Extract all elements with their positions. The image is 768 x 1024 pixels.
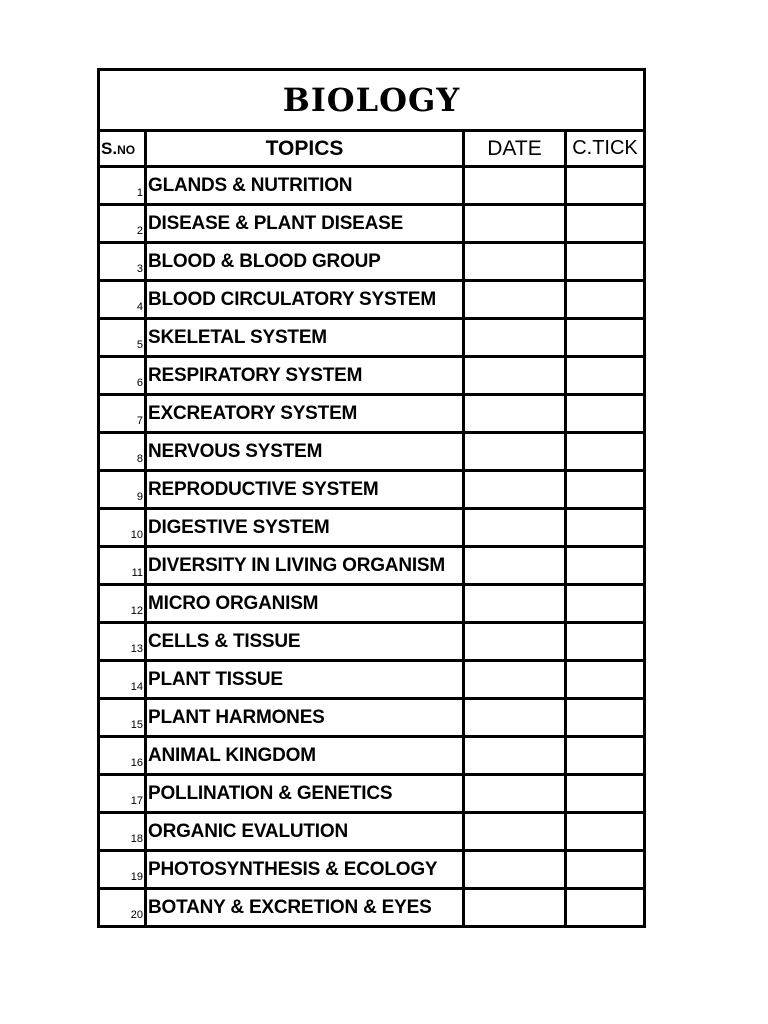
table-row (99, 775, 645, 813)
row-number: 8 (99, 433, 146, 471)
table-row (99, 509, 645, 547)
row-date-cell[interactable] (464, 585, 566, 623)
row-date-cell[interactable] (464, 281, 566, 319)
row-topic: REPRODUCTIVE SYSTEM (146, 471, 464, 509)
table-row (99, 851, 645, 889)
header-date: DATE (464, 131, 566, 167)
header-topics: TOPICS (146, 131, 464, 167)
table-row (99, 167, 645, 205)
row-tick-cell[interactable] (566, 623, 645, 661)
row-tick-cell[interactable] (566, 395, 645, 433)
row-tick-cell[interactable] (566, 585, 645, 623)
row-tick-cell[interactable] (566, 775, 645, 813)
row-topic: BLOOD CIRCULATORY SYSTEM (146, 281, 464, 319)
row-number: 13 (99, 623, 146, 661)
row-tick-cell[interactable] (566, 889, 645, 927)
row-number: 12 (99, 585, 146, 623)
table-row (99, 661, 645, 699)
row-tick-cell[interactable] (566, 661, 645, 699)
row-date-cell[interactable] (464, 661, 566, 699)
row-tick-cell[interactable] (566, 167, 645, 205)
row-topic: CELLS & TISSUE (146, 623, 464, 661)
row-date-cell[interactable] (464, 471, 566, 509)
row-number: 15 (99, 699, 146, 737)
row-topic: DISEASE & PLANT DISEASE (146, 205, 464, 243)
row-number: 1 (99, 167, 146, 205)
row-date-cell[interactable] (464, 357, 566, 395)
row-date-cell[interactable] (464, 319, 566, 357)
row-tick-cell[interactable] (566, 813, 645, 851)
row-tick-cell[interactable] (566, 509, 645, 547)
row-tick-cell[interactable] (566, 547, 645, 585)
row-topic: ANIMAL KINGDOM (146, 737, 464, 775)
header-row (99, 131, 645, 167)
header-sno-label: S. (101, 138, 118, 158)
row-tick-cell[interactable] (566, 699, 645, 737)
row-topic: DIVERSITY IN LIVING ORGANISM (146, 547, 464, 585)
row-number: 7 (99, 395, 146, 433)
row-tick-cell[interactable] (566, 243, 645, 281)
table-row (99, 319, 645, 357)
table-row (99, 205, 645, 243)
row-number: 11 (99, 547, 146, 585)
table-row (99, 737, 645, 775)
row-date-cell[interactable] (464, 205, 566, 243)
table-row (99, 813, 645, 851)
row-number: 18 (99, 813, 146, 851)
row-date-cell[interactable] (464, 547, 566, 585)
row-tick-cell[interactable] (566, 851, 645, 889)
topic-checklist-table (97, 68, 646, 928)
row-topic: RESPIRATORY SYSTEM (146, 357, 464, 395)
table-row (99, 471, 645, 509)
row-number: 2 (99, 205, 146, 243)
row-number: 5 (99, 319, 146, 357)
row-topic: DIGESTIVE SYSTEM (146, 509, 464, 547)
row-date-cell[interactable] (464, 509, 566, 547)
row-date-cell[interactable] (464, 813, 566, 851)
row-number: 16 (99, 737, 146, 775)
row-tick-cell[interactable] (566, 471, 645, 509)
row-number: 19 (99, 851, 146, 889)
row-number: 10 (99, 509, 146, 547)
row-date-cell[interactable] (464, 243, 566, 281)
table-row (99, 433, 645, 471)
row-date-cell[interactable] (464, 699, 566, 737)
row-date-cell[interactable] (464, 167, 566, 205)
table-row (99, 699, 645, 737)
row-date-cell[interactable] (464, 737, 566, 775)
row-date-cell[interactable] (464, 851, 566, 889)
row-topic: PLANT HARMONES (146, 699, 464, 737)
row-topic: NERVOUS SYSTEM (146, 433, 464, 471)
row-date-cell[interactable] (464, 889, 566, 927)
row-tick-cell[interactable] (566, 737, 645, 775)
table-row (99, 547, 645, 585)
row-tick-cell[interactable] (566, 357, 645, 395)
row-tick-cell[interactable] (566, 205, 645, 243)
row-date-cell[interactable] (464, 775, 566, 813)
row-number: 9 (99, 471, 146, 509)
row-topic: GLANDS & NUTRITION (146, 167, 464, 205)
header-check-tick: C.TICK (566, 131, 645, 167)
title-row (99, 70, 645, 131)
row-topic: MICRO ORGANISM (146, 585, 464, 623)
row-number: 17 (99, 775, 146, 813)
row-topic: POLLINATION & GENETICS (146, 775, 464, 813)
row-topic: PLANT TISSUE (146, 661, 464, 699)
header-sno-small: NO (117, 142, 136, 157)
row-topic: SKELETAL SYSTEM (146, 319, 464, 357)
row-tick-cell[interactable] (566, 319, 645, 357)
row-topic: ORGANIC EVALUTION (146, 813, 464, 851)
table-row (99, 585, 645, 623)
row-topic: BLOOD & BLOOD GROUP (146, 243, 464, 281)
page-title: BIOLOGY (99, 70, 645, 131)
row-topic: BOTANY & EXCRETION & EYES (146, 889, 464, 927)
table-body (99, 70, 645, 927)
row-number: 14 (99, 661, 146, 699)
table-row (99, 357, 645, 395)
row-date-cell[interactable] (464, 623, 566, 661)
row-number: 20 (99, 889, 146, 927)
table-row (99, 889, 645, 927)
table-row (99, 395, 645, 433)
row-number: 4 (99, 281, 146, 319)
table-row (99, 281, 645, 319)
row-topic: PHOTOSYNTHESIS & ECOLOGY (146, 851, 464, 889)
row-tick-cell[interactable] (566, 281, 645, 319)
row-date-cell[interactable] (464, 395, 566, 433)
row-topic: EXCREATORY SYSTEM (146, 395, 464, 433)
row-number: 3 (99, 243, 146, 281)
header-serial-number (99, 131, 146, 167)
table-row (99, 243, 645, 281)
row-number: 6 (99, 357, 146, 395)
table-row (99, 623, 645, 661)
row-tick-cell[interactable] (566, 433, 645, 471)
row-date-cell[interactable] (464, 433, 566, 471)
